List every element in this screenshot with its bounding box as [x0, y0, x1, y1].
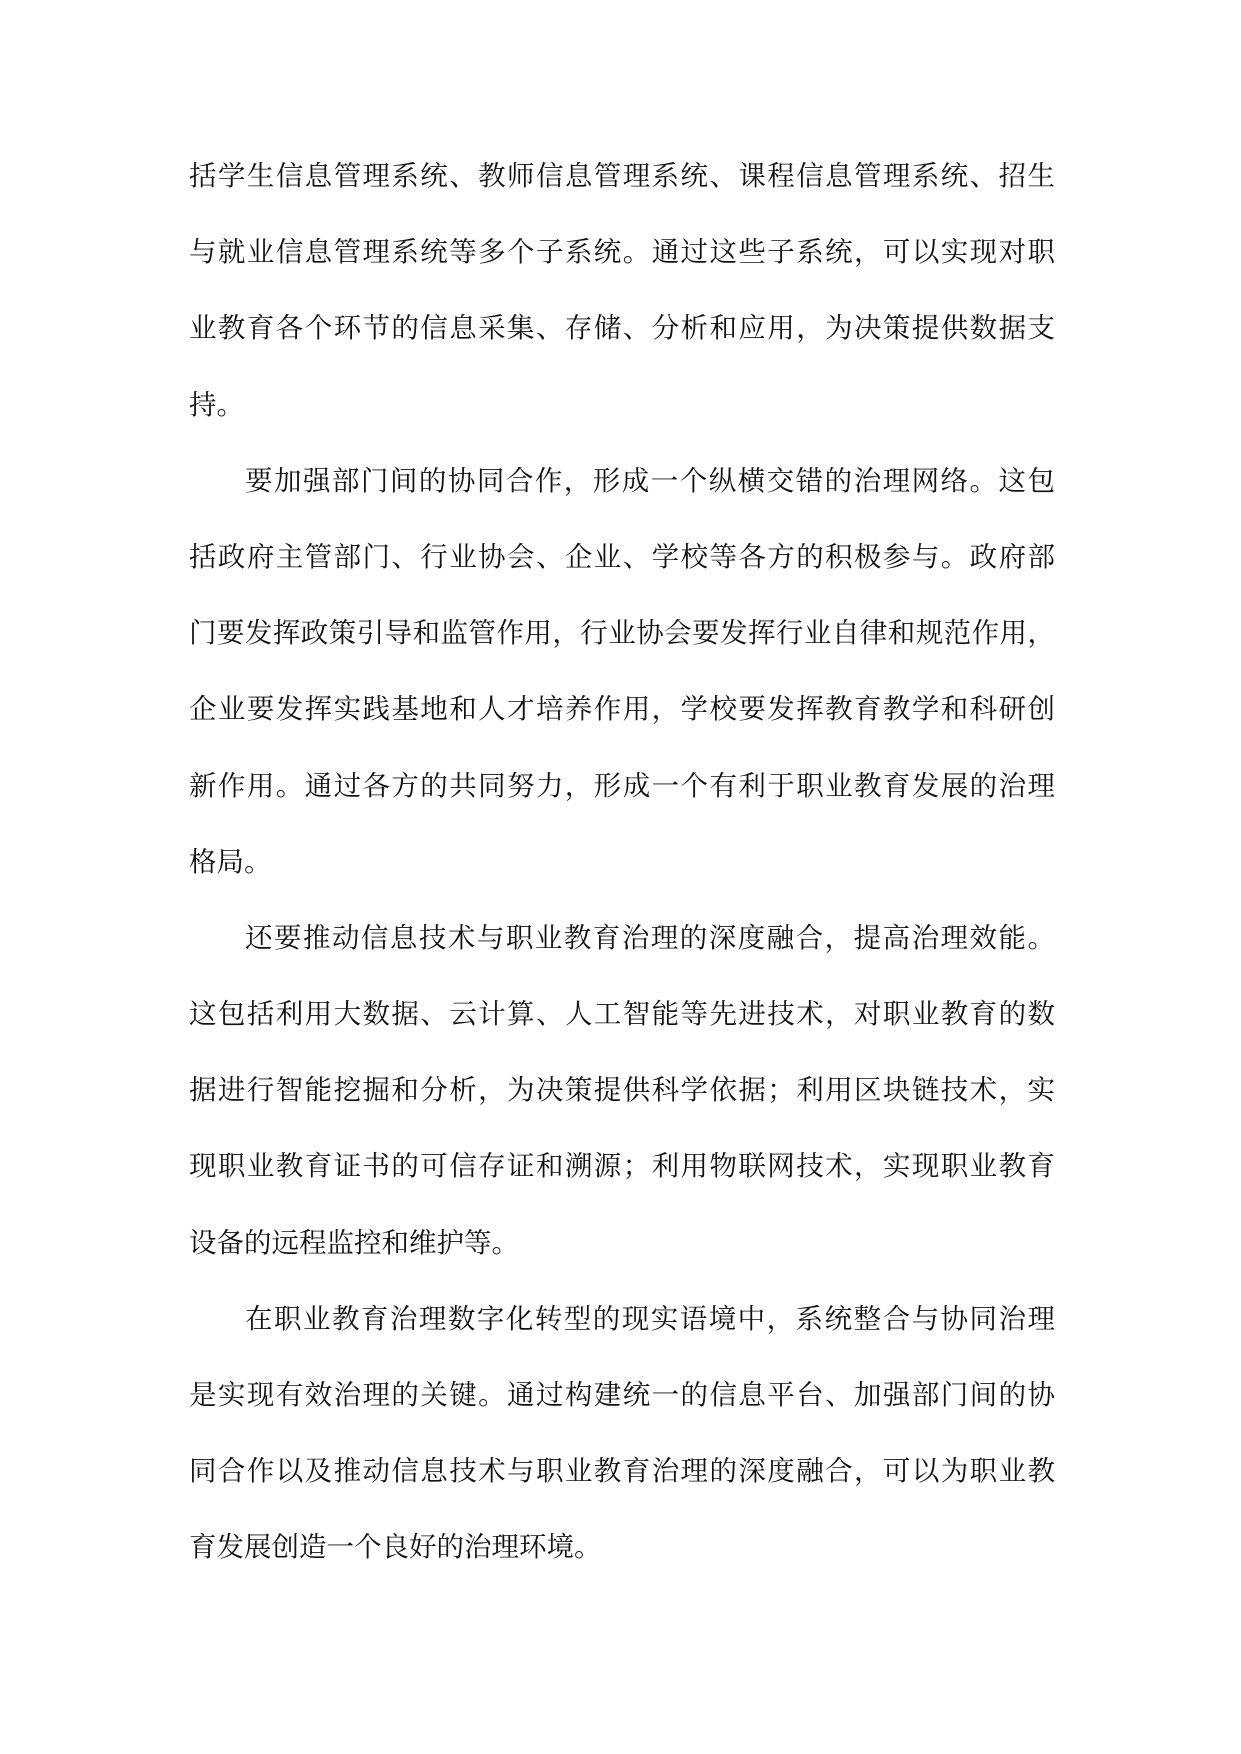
- text-line: 要加强部门间的协同合作，形成一个纵横交错的治理网络。这包: [245, 464, 1055, 497]
- text-line: 现职业教育证书的可信存证和溯源；利用物联网技术，实现职业教育: [189, 1150, 1055, 1183]
- text-line: 设备的远程监控和维护等。: [189, 1226, 519, 1259]
- paragraph-1: [189, 138, 1055, 443]
- document-body: [189, 138, 1055, 1586]
- text-line: 格局。: [189, 845, 272, 878]
- paragraph-2: [189, 443, 1055, 900]
- text-line: 育发展创造一个良好的治理环境。: [189, 1531, 602, 1564]
- paragraph-3: [189, 900, 1055, 1281]
- text-line: 同合作以及推动信息技术与职业教育治理的深度融合，可以为职业教: [189, 1455, 1055, 1488]
- text-line: 括学生信息管理系统、教师信息管理系统、课程信息管理系统、招生: [189, 160, 1055, 192]
- text-line: 新作用。通过各方的共同努力，形成一个有利于职业教育发展的治理: [189, 769, 1055, 802]
- text-line: 业教育各个环节的信息采集、存储、分析和应用，为决策提供数据支: [189, 312, 1055, 345]
- paragraph-4: [189, 1281, 1055, 1586]
- text-line: 企业要发挥实践基地和人才培养作用，学校要发挥教育教学和科研创: [189, 693, 1055, 726]
- text-line: 还要推动信息技术与职业教育治理的深度融合，提高治理效能。: [245, 921, 1055, 954]
- text-line: 是实现有效治理的关键。通过构建统一的信息平台、加强部门间的协: [189, 1379, 1055, 1411]
- text-line: 门要发挥政策引导和监管作用，行业协会要发挥行业自律和规范作用，: [189, 617, 1055, 650]
- text-line: 在职业教育治理数字化转型的现实语境中，系统整合与协同治理: [245, 1302, 1055, 1335]
- text-line: 与就业信息管理系统等多个子系统。通过这些子系统，可以实现对职: [189, 236, 1055, 269]
- text-line: 这包括利用大数据、云计算、人工智能等先进技术，对职业教育的数: [189, 998, 1055, 1031]
- text-line: 括政府主管部门、行业协会、企业、学校等各方的积极参与。政府部: [189, 540, 1055, 573]
- text-line: 持。: [189, 388, 244, 421]
- text-line: 据进行智能挖掘和分析，为决策提供科学依据；利用区块链技术，实: [189, 1074, 1055, 1107]
